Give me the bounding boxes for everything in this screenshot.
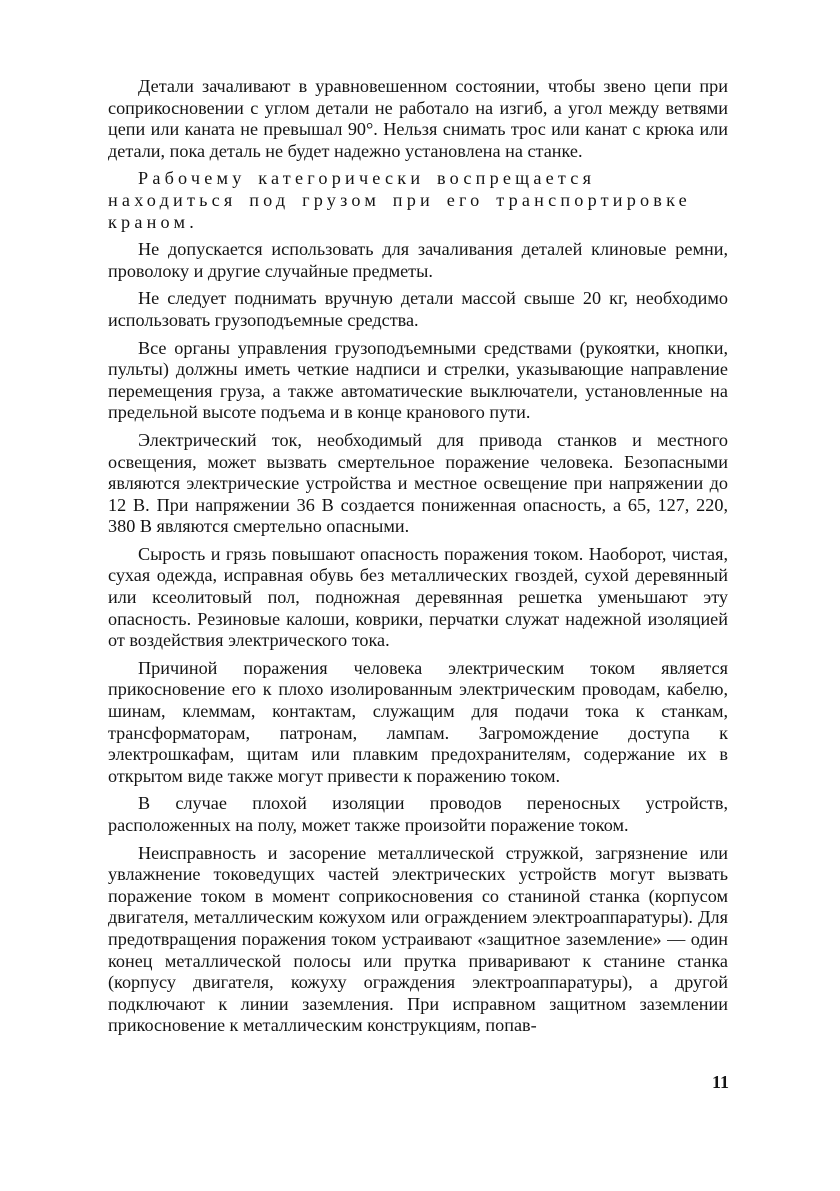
page-body: [108, 76, 728, 1043]
paragraph-5: Все органы управления грузоподъемными средствами (рукоятки, кнопки, пульты) должны иметь четкие надписи и стрелки, указывающие направление перемещения груза, а также автоматические выключатели, установленные на предельной высоте подъема и в конце кранового пути.: [108, 337, 728, 423]
paragraph-3: Не допускается использовать для зачаливания деталей клиновые ремни, проволоку и другие случайные предметы.: [108, 239, 728, 281]
paragraph-6: Электрический ток, необходимый для привода станков и местного освещения, может вызвать смертельное поражение человека. Безопасными являются электрические устройства и местное освещение при напряжении до 12 В. При напряжении 36 В создается пониженная опасность, а 65, 127, 220, 380 В являются смертельно опасными.: [108, 429, 728, 537]
paragraph-9: В случае плохой изоляции проводов переносных устройств, расположенных на полу, может также произойти поражение током.: [108, 793, 728, 835]
paragraph-2-spaced-warning: Рабочему категорически воспрещается находиться под грузом при его транспортировке краном.: [108, 168, 691, 232]
paragraph-10: Неисправность и засорение металлической стружкой, загрязнение или увлажнение токоведущих частей электрических устройств могут вызвать поражение током в момент соприкосновения со станиной станка (корпусом двигателя, металлическим кожухом или ограждением электроаппаратуры). Для предотвращения поражения током устраивают «защитное заземление» — один конец металлической полосы или прутка приваривают к станине станка (корпусу двигателя, кожуху ограждения электроаппаратуры), а другой подключают к линии заземления. При исправном защитном заземлении прикосновение к металлическим конструкциям, попав-: [108, 842, 728, 1036]
paragraph-8: Причиной поражения человека электрическим током является прикосновение его к плохо изолированным электрическим проводам, кабелю, шинам, клеммам, контактам, служащим для подачи тока к станкам, трансформаторам, патронам, лампам. Загромождение доступа к электрошкафам, щитам или плавким предохранителям, содержание их в открытом виде также могут привести к поражению током.: [108, 657, 728, 786]
paragraph-1: Детали зачаливают в уравновешенном состоянии, чтобы звено цепи при соприкосновении с углом детали не работало на изгиб, а угол между ветвями цепи или каната не превышал 90°. Нельзя снимать трос или канат с крюка или детали, пока деталь не будет надежно установлена на станке.: [108, 76, 728, 161]
paragraph-7: Сырость и грязь повышают опасность поражения током. Наоборот, чистая, сухая одежда, исправная обувь без металлических гвоздей, сухой деревянный или ксеолитовый пол, подножная деревянная решетка уменьшают эту опасность. Резиновые калоши, коврики, перчатки служат надежной изоляцией от воздействия электрического тока.: [108, 543, 728, 651]
page-number: 11: [712, 1072, 730, 1092]
paragraph-4: Не следует поднимать вручную детали массой свыше 20 кг, необходимо использовать грузоподъемные средства.: [108, 288, 728, 330]
